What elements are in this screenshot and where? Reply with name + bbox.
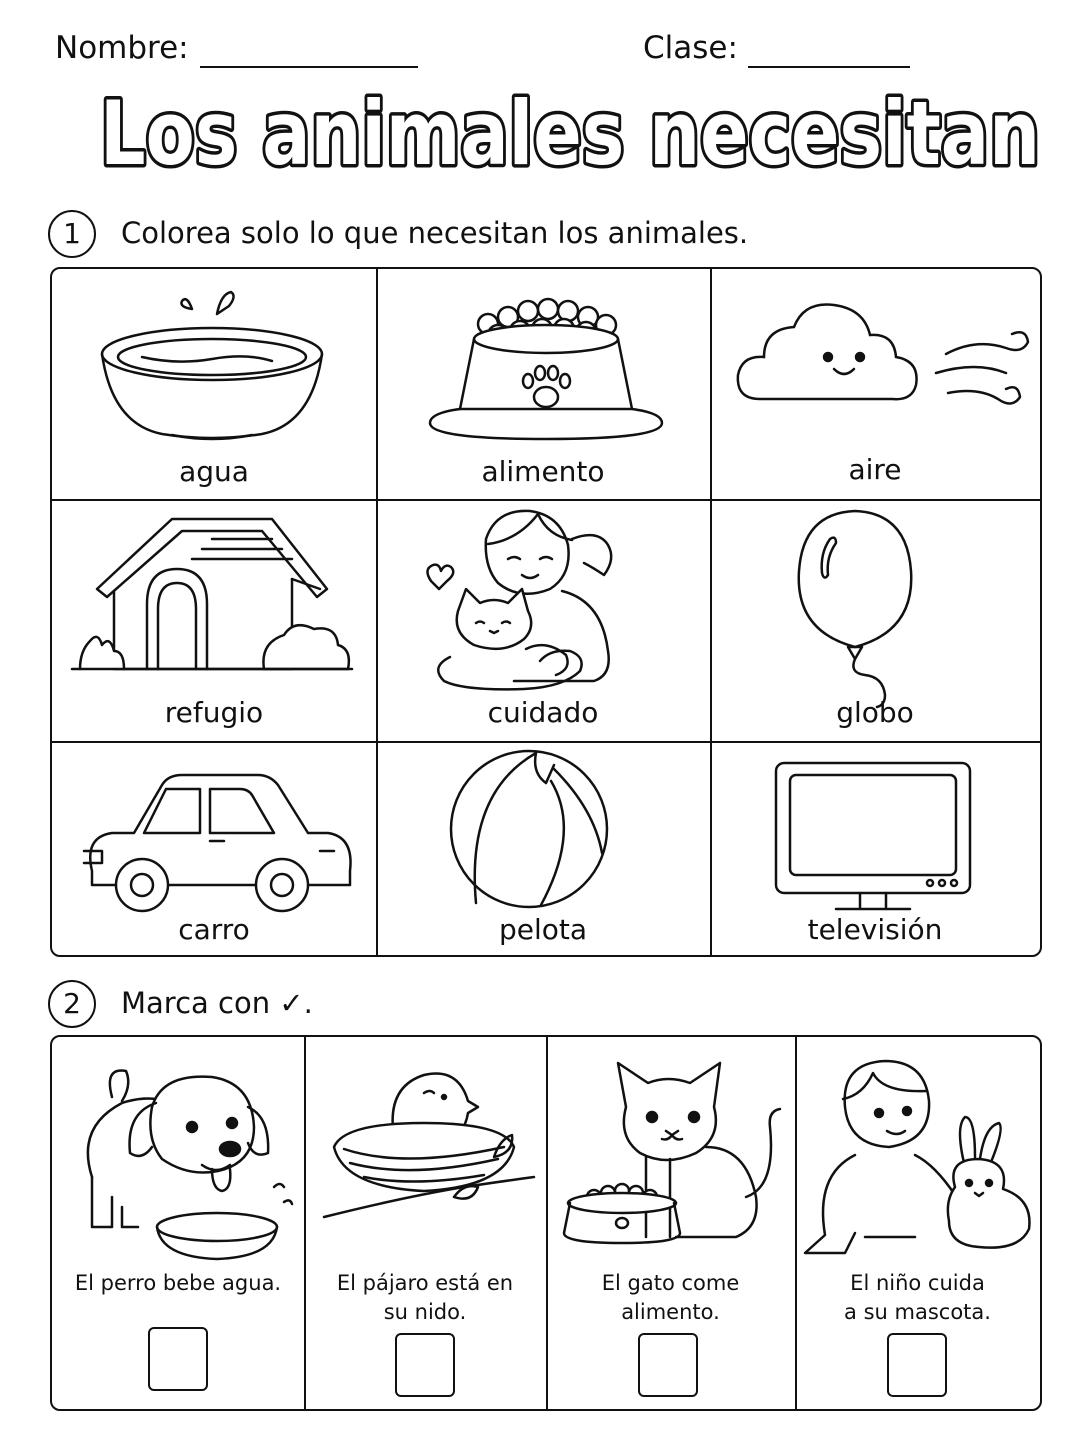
grid-cell-label: pelota xyxy=(498,913,588,946)
grid-cell-shelter[interactable] xyxy=(52,499,376,741)
grid-cell-label: cuidado xyxy=(487,696,599,729)
grid-cell-ball[interactable] xyxy=(376,741,710,955)
boy-rabbit-icon xyxy=(795,1037,1040,1267)
check-card-dog xyxy=(52,1037,304,1409)
sentence-line: alimento. xyxy=(621,1300,720,1324)
sentence-line: a su mascota. xyxy=(844,1300,991,1324)
grid-cell-label: agua xyxy=(179,455,249,488)
section-2-instruction: Marca con ✓. xyxy=(121,986,313,1020)
sentence-line: El perro bebe agua. xyxy=(74,1271,282,1295)
sentence-line: El gato come xyxy=(601,1271,740,1295)
sentence-line: El pájaro está en xyxy=(336,1271,514,1295)
check-card-bird xyxy=(304,1037,546,1409)
bird-nest-icon xyxy=(304,1037,546,1267)
grid-cell-car[interactable] xyxy=(52,741,376,955)
checkbox-boy[interactable] xyxy=(887,1333,947,1397)
check-card-boy xyxy=(795,1037,1040,1409)
cat-eating-icon xyxy=(546,1037,795,1267)
grid-cell-balloon[interactable] xyxy=(710,499,1040,741)
checkbox-cat[interactable] xyxy=(638,1333,698,1397)
check-grid xyxy=(50,1035,1042,1411)
grid-cell-air[interactable] xyxy=(710,269,1040,499)
grid-cell-water[interactable] xyxy=(52,269,376,499)
grid-cell-label: televisión xyxy=(807,913,943,946)
grid-cell-tv[interactable] xyxy=(710,741,1040,955)
section-1-number: 1 xyxy=(48,210,96,258)
check-card-cat xyxy=(546,1037,795,1409)
grid-cell-label: alimento xyxy=(481,455,605,488)
class-label: Clase: xyxy=(643,30,738,66)
page-title-text: Los animales necesitan xyxy=(100,86,1040,185)
name-field[interactable] xyxy=(200,66,418,68)
grid-cell-care[interactable] xyxy=(376,499,710,741)
checkbox-bird[interactable] xyxy=(395,1333,455,1397)
grid-cell-label: carro xyxy=(178,913,250,946)
section-1-instruction: Colorea solo lo que necesitan los animales. xyxy=(121,216,749,250)
dog-drinking-icon xyxy=(52,1037,304,1267)
sentence-line: El niño cuida xyxy=(850,1271,985,1295)
grid-cell-label: globo xyxy=(836,696,914,729)
color-grid xyxy=(50,267,1042,957)
checkbox-dog[interactable] xyxy=(148,1327,208,1391)
name-label: Nombre: xyxy=(55,30,189,66)
sentence-line: su nido. xyxy=(383,1300,467,1324)
grid-cell-label: aire xyxy=(848,453,902,486)
class-field[interactable] xyxy=(748,66,910,68)
section-2-number: 2 xyxy=(48,980,96,1028)
page-title xyxy=(0,86,1086,196)
grid-cell-food[interactable] xyxy=(376,269,710,499)
grid-cell-label: refugio xyxy=(164,696,264,729)
